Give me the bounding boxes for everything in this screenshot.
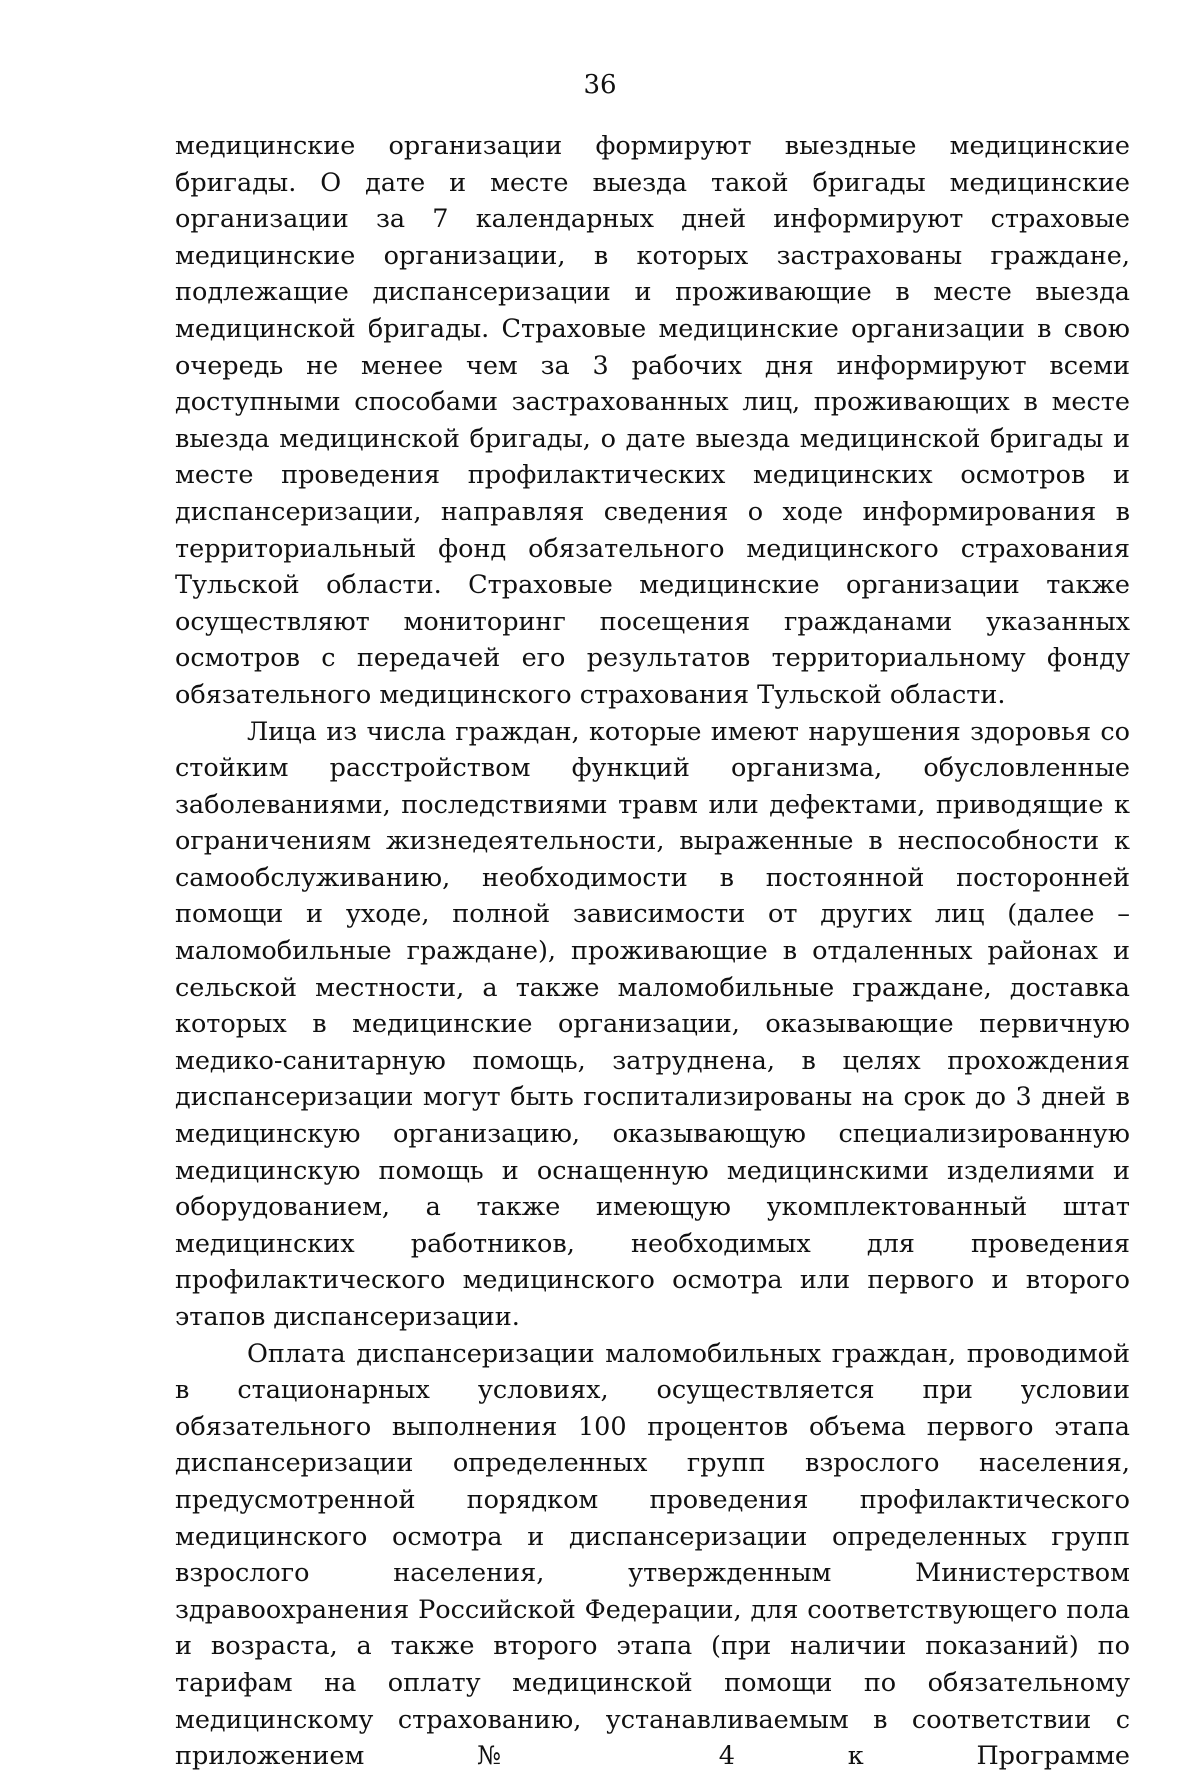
paragraph-payment-conditions: Оплата диспансеризации маломобильных граждан, проводимой в стационарных условиях, осуществляется при условии обязательного выполнения 100 процентов объема первого этапа диспансеризации определенных групп взрослого населения, предусмотренной порядком проведения профилактического медицинского осмотра и диспансеризации определенных групп взрослого населения, утвержденным Министерством здравоохранения Российской Федерации, для соответствующего пола и возраста, а также второго этапа (при наличии показаний) по тарифам на оплату медицинской помощи по обязательному медицинскому страхованию, устанавливаемым в соответствии с приложением № 4 к Программе	[175, 1338, 1130, 1772]
paragraph-low-mobility-citizens: Лица из числа граждан, которые имеют нарушения здоровья со стойким расстройством функций организма, обусловленные заболеваниями, последствиями травм или дефектами, приводящие к ограничениям жизнедеятельности, выраженные в неспособности к самообслуживанию, необходимости в постоянной посторонней помощи и уходе, полной зависимости от других лиц (далее – маломобильные граждане), проживающие в отдаленных районах и сельской местности, а также маломобильные граждане, доставка которых в медицинские организации, оказывающие первичную медико-санитарную помощь, затруднена, в целях прохождения диспансеризации могут быть госпитализированы на срок до 3 дней в медицинскую организацию, оказывающую специализированную медицинскую помощь и оснащенную медицинскими изделиями и оборудованием, а также имеющую укомплектованный штат медицинских работников, необходимых для проведения профилактического медицинского осмотра или первого и второго этапов диспансеризации.	[175, 716, 1130, 1332]
page-number: 36	[583, 70, 617, 100]
body-text	[175, 128, 1130, 1775]
paragraph-mobile-brigades: медицинские организации формируют выездные медицинские бригады. О дате и месте выезда такой бригады медицинские организации за 7 календарных дней информируют страховые медицинские организации, в которых застрахованы граждане, подлежащие диспансеризации и проживающие в месте выезда медицинской бригады. Страховые медицинские организации в свою очередь не менее чем за 3 рабочих дня информируют всеми доступными способами застрахованных лиц, проживающих в месте выезда медицинской бригады, о дате выезда медицинской бригады и месте проведения профилактических медицинских осмотров и диспансеризации, направляя сведения о ходе информирования в территориальный фонд обязательного медицинского страхования Тульской области. Страховые медицинские организации также осуществляют мониторинг посещения гражданами указанных осмотров с передачей его результатов территориальному фонду обязательного медицинского страхования Тульской области.	[175, 131, 1130, 710]
